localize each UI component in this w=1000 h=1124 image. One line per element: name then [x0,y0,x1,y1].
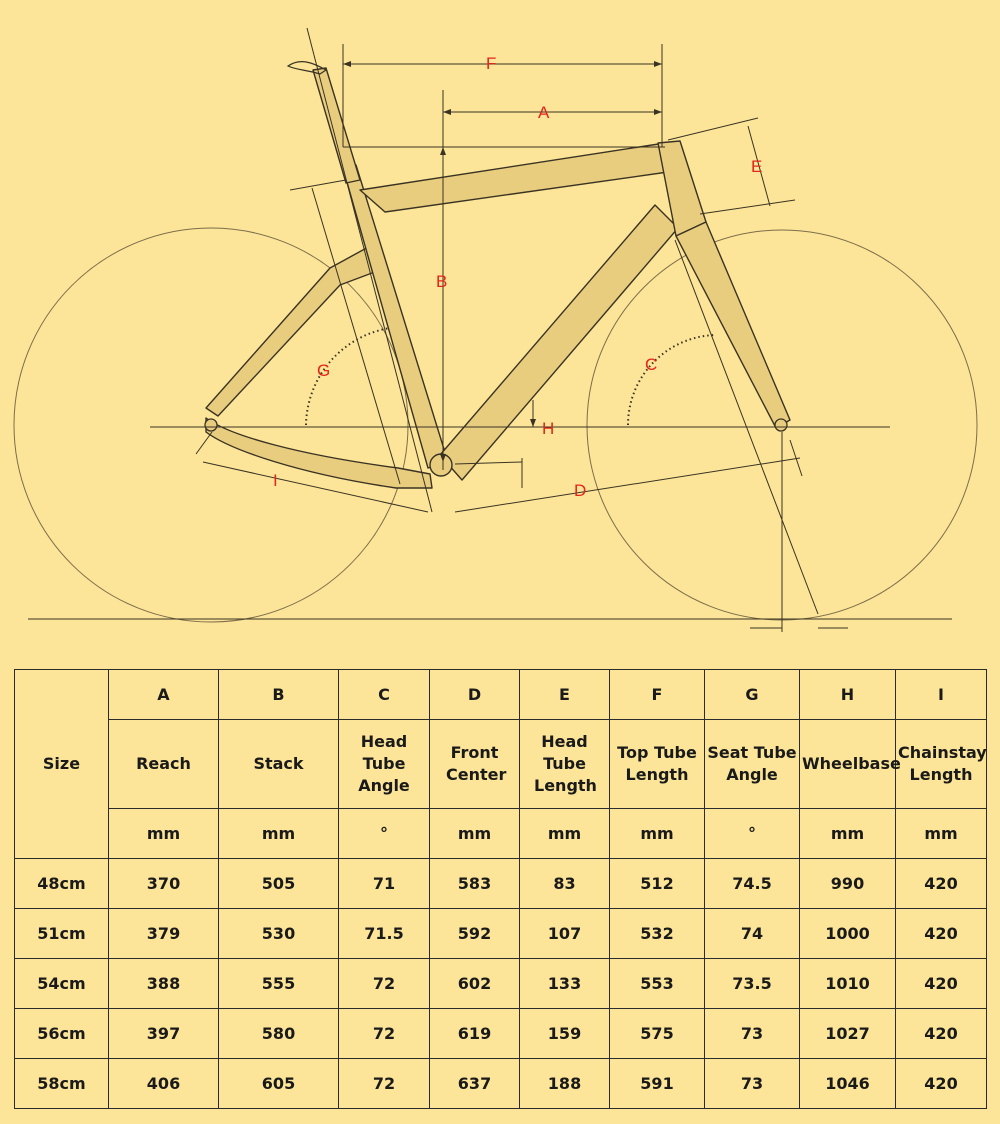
rear-axle [205,419,217,431]
value-cell: 605 [219,1059,339,1109]
value-cell: 71 [339,859,430,909]
col-name: Wheelbase [800,720,896,809]
col-letter: F [610,670,705,720]
size-cell: 56cm [15,1009,109,1059]
value-cell: 512 [610,859,705,909]
value-cell: 555 [219,959,339,1009]
value-cell: 133 [520,959,610,1009]
size-cell: 54cm [15,959,109,1009]
header-letter-row [15,670,987,720]
label-D: D [574,481,587,500]
col-letter: I [896,670,987,720]
fork [676,222,790,428]
head-angle-arc [628,335,715,425]
value-cell: 406 [109,1059,219,1109]
label-B: B [436,272,448,291]
col-name: Reach [109,720,219,809]
col-unit: mm [610,809,705,859]
header-name-row [15,720,987,809]
value-cell: 505 [219,859,339,909]
value-cell: 990 [800,859,896,909]
value-cell: 592 [430,909,520,959]
label-A: A [538,103,550,122]
value-cell: 420 [896,959,987,1009]
seatpost [313,68,360,183]
frame [206,68,790,488]
top-tube [360,143,668,212]
size-header: Size [15,670,109,859]
value-cell: 379 [109,909,219,959]
col-letter: C [339,670,430,720]
table-row [15,1009,987,1059]
label-I: I [273,471,278,490]
size-cell: 58cm [15,1059,109,1109]
col-letter: A [109,670,219,720]
size-cell: 48cm [15,859,109,909]
col-name: Front Center [430,720,520,809]
value-cell: 107 [520,909,610,959]
value-cell: 73.5 [705,959,800,1009]
table-row [15,959,987,1009]
value-cell: 553 [610,959,705,1009]
col-name: Head Tube Angle [339,720,430,809]
col-unit: mm [430,809,520,859]
value-cell: 71.5 [339,909,430,959]
col-letter: H [800,670,896,720]
col-letter: E [520,670,610,720]
col-unit: ° [339,809,430,859]
front-axle [775,419,787,431]
table-row [15,909,987,959]
col-unit: mm [896,809,987,859]
value-cell: 530 [219,909,339,959]
value-cell: 619 [430,1009,520,1059]
value-cell: 1046 [800,1059,896,1109]
value-cell: 73 [705,1009,800,1059]
col-name: Stack [219,720,339,809]
col-name: Chainstay Length [896,720,987,809]
value-cell: 159 [520,1009,610,1059]
value-cell: 1010 [800,959,896,1009]
value-cell: 74.5 [705,859,800,909]
col-letter: G [705,670,800,720]
value-cell: 397 [109,1009,219,1059]
label-C: C [645,355,658,374]
col-unit: mm [520,809,610,859]
value-cell: 575 [610,1009,705,1059]
label-F: F [486,54,497,73]
value-cell: 580 [219,1009,339,1059]
value-cell: 388 [109,959,219,1009]
value-cell: 1027 [800,1009,896,1059]
value-cell: 420 [896,859,987,909]
value-cell: 370 [109,859,219,909]
value-cell: 83 [520,859,610,909]
value-cell: 188 [520,1059,610,1109]
value-cell: 72 [339,1009,430,1059]
value-cell: 532 [610,909,705,959]
value-cell: 591 [610,1059,705,1109]
header-unit-row [15,809,987,859]
col-name: Seat Tube Angle [705,720,800,809]
label-H: H [542,419,555,438]
value-cell: 420 [896,909,987,959]
value-cell: 74 [705,909,800,959]
col-unit: ° [705,809,800,859]
col-letter: D [430,670,520,720]
table-row [15,859,987,909]
geometry-table [14,669,987,1109]
value-cell: 1000 [800,909,896,959]
col-name: Head Tube Length [520,720,610,809]
col-letter: B [219,670,339,720]
dimension-lines [150,28,890,632]
value-cell: 420 [896,1009,987,1059]
value-cell: 602 [430,959,520,1009]
value-cell: 420 [896,1059,987,1109]
label-G: G [317,361,331,380]
bottom-bracket [430,454,452,476]
value-cell: 637 [430,1059,520,1109]
down-tube [440,205,678,480]
value-cell: 583 [430,859,520,909]
value-cell: 72 [339,1059,430,1109]
col-unit: mm [800,809,896,859]
label-E: E [751,157,763,176]
col-unit: mm [109,809,219,859]
size-cell: 51cm [15,909,109,959]
value-cell: 73 [705,1059,800,1109]
table-row [15,1059,987,1109]
col-name: Top Tube Length [610,720,705,809]
value-cell: 72 [339,959,430,1009]
col-unit: mm [219,809,339,859]
